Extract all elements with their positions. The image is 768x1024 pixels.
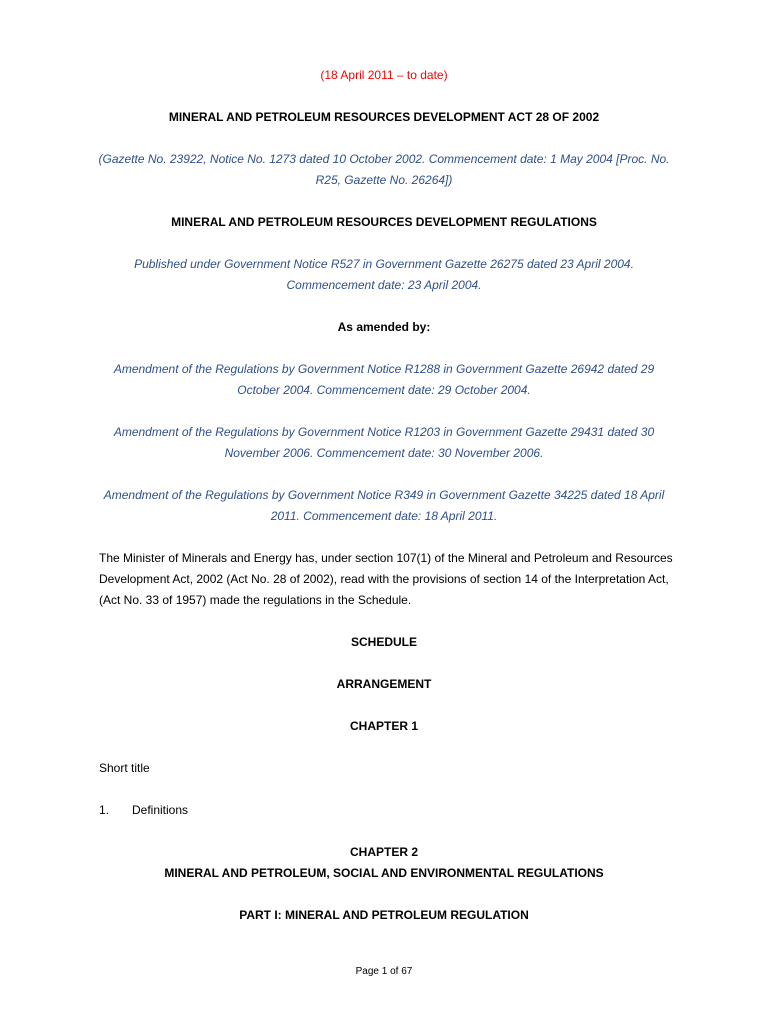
preamble-line-1: The Minister of Minerals and Energy has, under section 107(1) of the Mineral and Petroleum and Resources — [99, 551, 673, 565]
item-1-label: Definitions — [132, 803, 189, 817]
amendment-3-line-1: Amendment of the Regulations by Government Notice R349 in Government Gazette 34225 dated 18 April — [103, 488, 665, 502]
amended-heading: As amended by: — [337, 320, 431, 334]
schedule-heading: SCHEDULE — [350, 635, 417, 649]
gazette-line-1: (Gazette No. 23922, Notice No. 1273 dated 10 October 2002. Commencement date: 1 May 2004 [Proc. No. — [98, 152, 670, 166]
arrangement-heading: ARRANGEMENT — [336, 677, 432, 691]
chapter-2-heading: CHAPTER 2 — [349, 845, 418, 859]
page-number-footer: Page 1 of 67 — [355, 966, 413, 977]
act-title: MINERAL AND PETROLEUM RESOURCES DEVELOPMENT ACT 28 OF 2002 — [168, 110, 600, 124]
regulations-title: MINERAL AND PETROLEUM RESOURCES DEVELOPMENT REGULATIONS — [171, 215, 597, 229]
gazette-line-2: R25, Gazette No. 26264]) — [315, 173, 453, 187]
short-title: Short title — [99, 761, 150, 775]
amendment-1-line-1: Amendment of the Regulations by Government Notice R1288 in Government Gazette 26942 dated 29 — [113, 362, 655, 376]
preamble-line-2: Development Act, 2002 (Act No. 28 of 2002), read with the provisions of section 14 of the Interpretation Act, — [99, 572, 669, 586]
amendment-2-line-1: Amendment of the Regulations by Government Notice R1203 in Government Gazette 29431 dated 30 — [113, 425, 655, 439]
amendment-1-line-2: October 2004. Commencement date: 29 October 2004. — [237, 383, 531, 397]
published-line-2: Commencement date: 23 April 2004. — [286, 278, 482, 292]
chapter-1-heading: CHAPTER 1 — [349, 719, 418, 733]
chapter-2-subheading: MINERAL AND PETROLEUM, SOCIAL AND ENVIRONMENTAL REGULATIONS — [164, 866, 604, 880]
date-range: (18 April 2011 – to date) — [320, 68, 448, 82]
published-line-1: Published under Government Notice R527 in Government Gazette 26275 dated 23 April 2004. — [134, 257, 634, 271]
amendment-2-line-2: November 2006. Commencement date: 30 November 2006. — [224, 446, 544, 460]
part-1-heading: PART I: MINERAL AND PETROLEUM REGULATION — [239, 908, 529, 922]
amendment-3-line-2: 2011. Commencement date: 18 April 2011. — [270, 509, 498, 523]
preamble-line-3: (Act No. 33 of 1957) made the regulations in the Schedule. — [99, 593, 412, 607]
item-1-number: 1. — [99, 803, 110, 817]
